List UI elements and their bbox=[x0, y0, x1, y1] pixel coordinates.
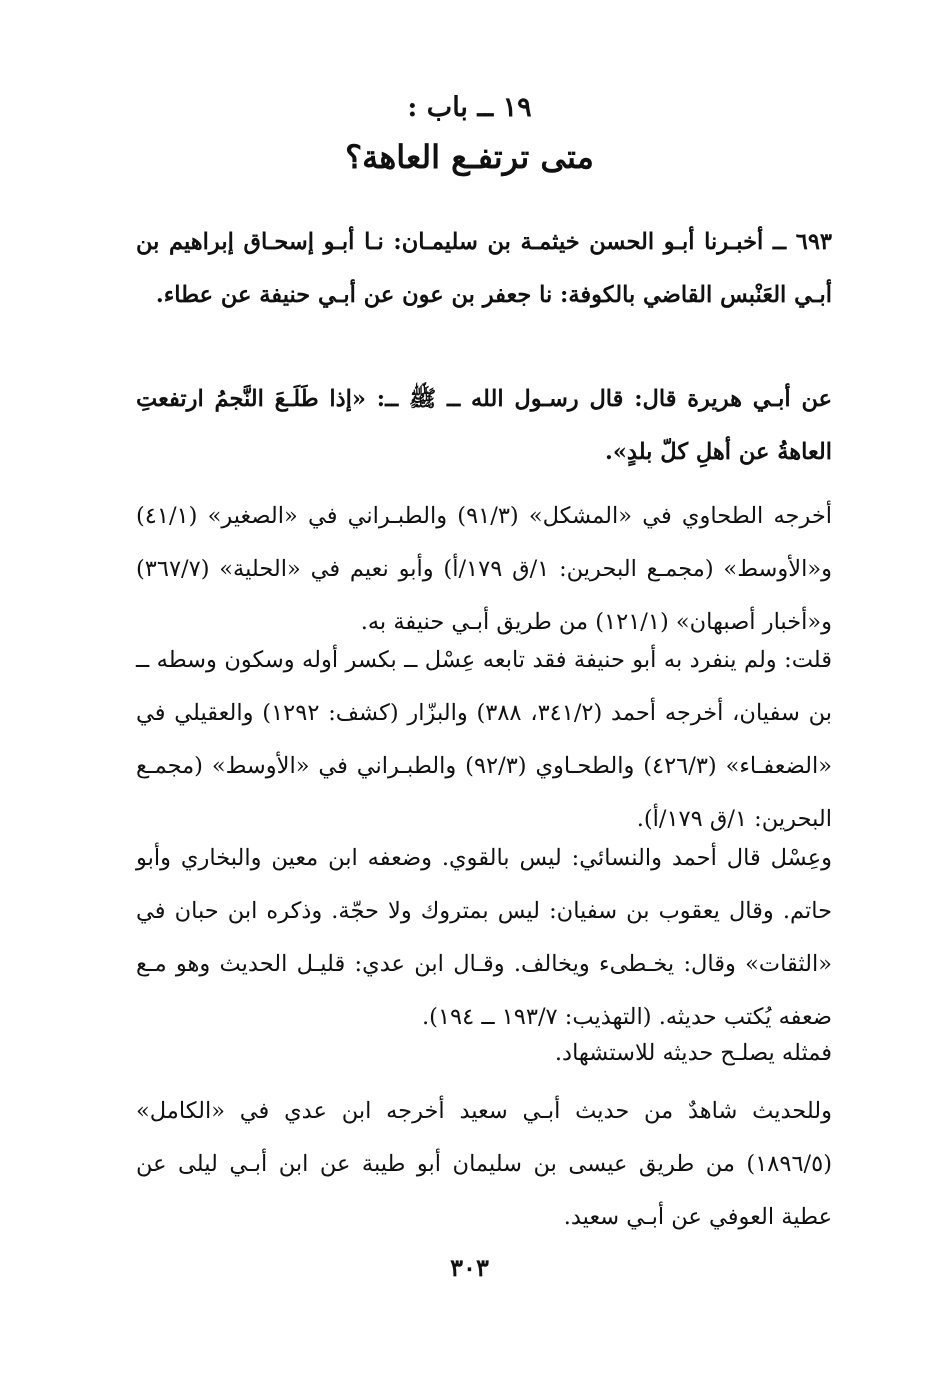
hadith-isnad: ٦٩٣ ــ أخبـرنا أبـو الحسن خيثمـة بن سليمـان: نـا أبـو إسحـاق إبراهيم بن أبـي العَنْبس القاضي بالكوفة: نا جعفر بن عون عن أبـي حنيفة عن عطاء. bbox=[136, 229, 832, 308]
page-number: ٣٠٣ bbox=[450, 1253, 489, 1282]
commentary-paragraph: قلت: ولم ينفرد به أبو حنيفة فقد تابعه عِسْل ــ بكسر أوله وسكون وسطه ــ بن سفيان، أخرجه أحمد (٣٤١/٢، ٣٨٨) والبزّار (كشف: ١٢٩٢) والعقيلي في «الضعفـاء» (٤٢٦/٣) والطحـاوي (٩٢/٣) والطبـراني في «الأوسط» (مجمـع البحرين: ١/ق ١٧٩/أ). bbox=[136, 647, 832, 832]
hadith-text: عن أبـي هريرة قال: قال رسـول الله ــ ﷺ ــ: «إذا طَلَـعَ النَّجمُ ارتفعتِ العاهةُ عن أهلِ كلّ بلدٍ». bbox=[136, 386, 832, 465]
narrator-assessment-paragraph: وعِسْل قال أحمد والنسائي: ليس بالقوي. وضعفه ابن معين والبخاري وأبو حاتم. وقال يعقوب بن سفيان: ليس بمتروك ولا حجّة. وذكره ابن حبان في «الثقات» وقال: يخـطىء ويخالف. وقـال ابن عدي: قليـل الحديث وهو مـع ضعفه يُكتب حديثه. (التهذيب: ١٩٣/٧ ــ ١٩٤). bbox=[136, 845, 832, 1030]
supporting-narration-paragraph: وللحديث شاهدٌ من حديث أبـي سعيد أخرجه ابن عدي في «الكامل» (١٨٩٦/٥) من طريق عيسى بن سليمان أبو طيبة عن ابن أبـي ليلى عن عطية العوفي عن أبـي سعيد. bbox=[136, 1098, 832, 1230]
takhrij-paragraph: أخرجه الطحاوي في «المشكل» (٩١/٣) والطبـراني في «الصغير» (٤١/١) و«الأوسط» (مجمـع البحرين: ١/ق ١٧٩/أ) وأبو نعيم في «الحلية» (٣٦٧/٧) و«أخبار أصبهان» (١٢١/١) من طريق أبـي حنيفة به. bbox=[136, 503, 833, 635]
conclusion-line: فمثله يصلـح حديثه للاستشهاد. bbox=[554, 1040, 832, 1066]
chapter-title: متى ترتفـع العاهة؟ bbox=[345, 138, 594, 176]
chapter-number: ١٩ ــ باب : bbox=[407, 92, 532, 123]
